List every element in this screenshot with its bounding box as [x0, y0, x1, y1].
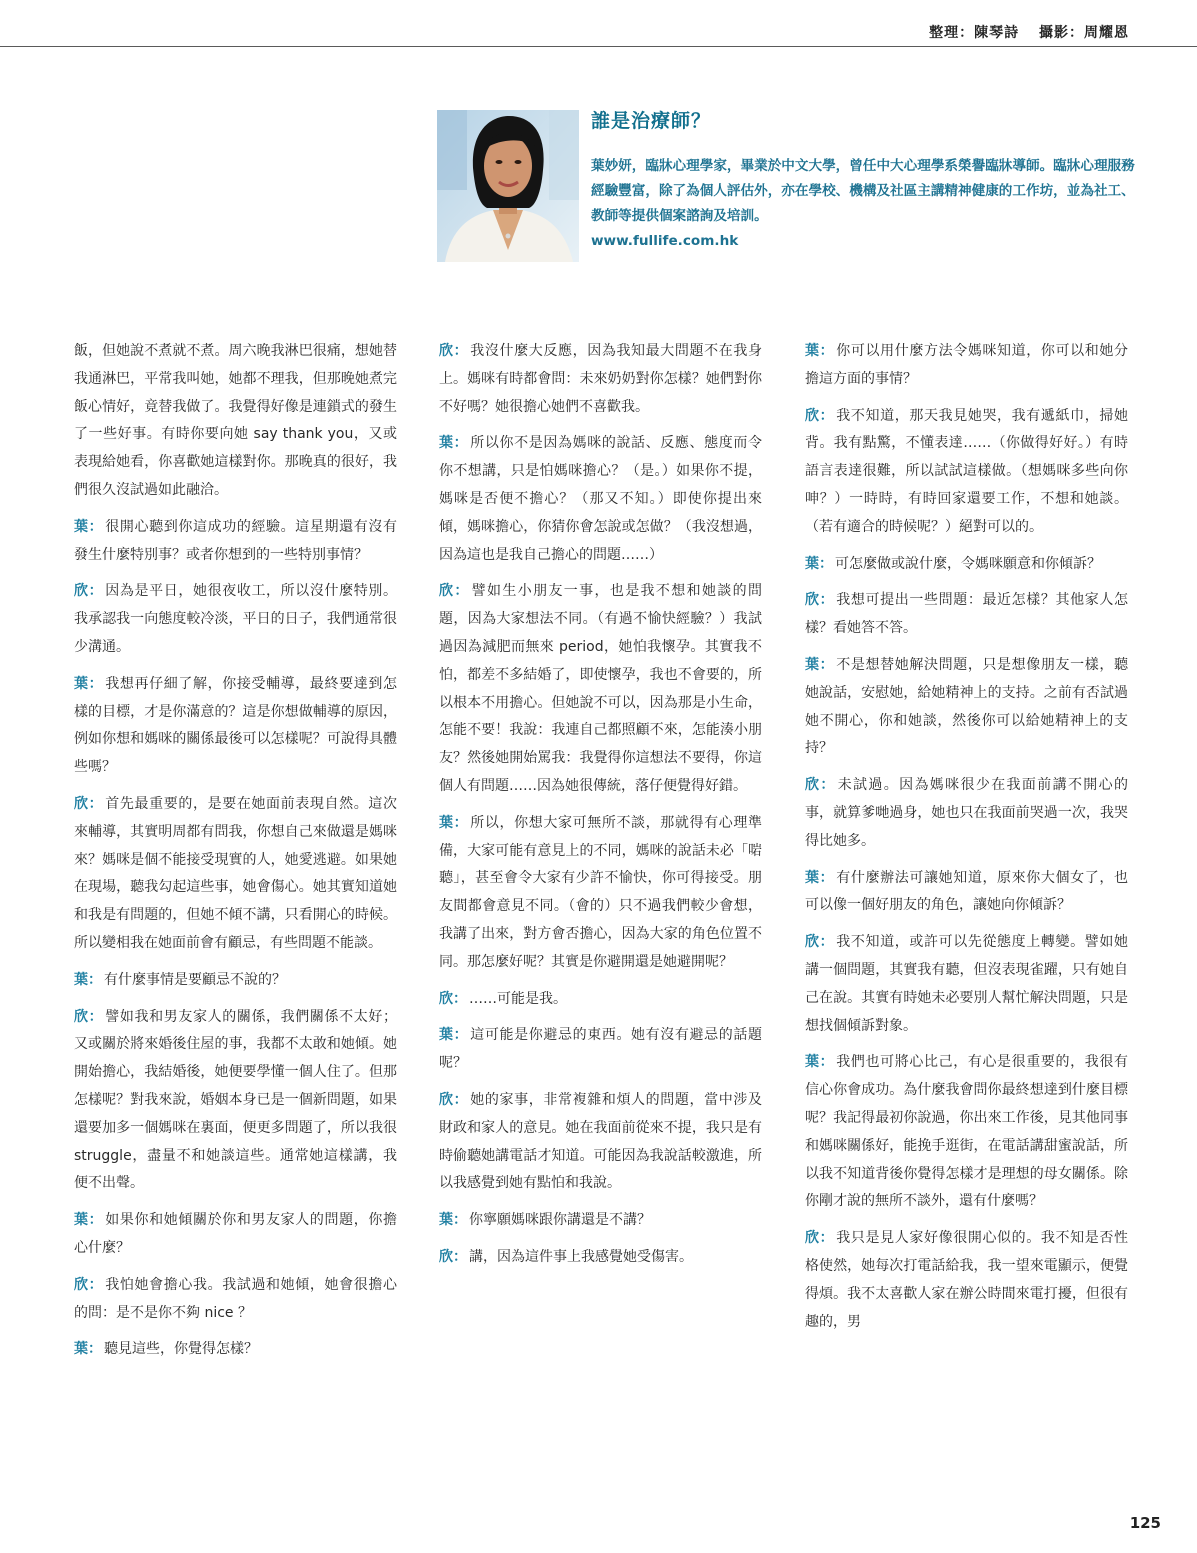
editor-credit: 整理：陳琴詩	[929, 25, 1020, 41]
paragraph-text: 你寧願媽咪跟你講還是不講？	[469, 1212, 651, 1229]
paragraph	[805, 772, 1128, 855]
profile-url: www.fullife.com.hk	[591, 233, 739, 249]
paragraph	[439, 986, 762, 1014]
paragraph	[805, 551, 1128, 579]
paragraph-text: 我不知道，那天我見她哭，我有遞紙巾，掃她背。我有點驚，不懂表達……（你做得好好。）有時語言表達很難，所以試試這樣做。（想媽咪多些向你呻？）一時時，有時回家還要工作，不想和她談。（若有適合的時候呢？）絕對可以的。	[805, 407, 1129, 535]
speaker-label: 葉：	[74, 518, 104, 535]
paragraph-text: 有什麼辦法可讓她知道，原來你大個女了，也可以像一個好朋友的角色，讓她向你傾訴？	[805, 869, 1129, 914]
speaker-label: 欣：	[74, 1276, 104, 1293]
paragraph-text: 飯，但她說不煮就不煮。周六晚我淋巴很痛，想她替我通淋巴，平常我叫她，她都不理我，但那晚她煮完飯心情好，竟替我做了。我覺得好像是連鎖式的發生了一些好事。有時你要向她 say thank you，又或表現給她看，你喜歡她這樣對你。那晚真的很好，我們很久沒試過如此融洽。	[74, 343, 397, 498]
paragraph-text: 譬如我和男友家人的關係，我們關係不太好；又或關於將來婚後住屋的事，我都不太敢和她傾。她開始擔心，我結婚後，她便要學懂一個人住了。但那怎樣呢？對我來說，婚姻本身已是一個新問題，如果還要加多一個媽咪在裏面，便更多問題了，所以我很 struggle，盡量不和她談這些。通常她這樣講，我便不出聲。	[74, 1008, 398, 1192]
paragraph-text: 所以，你想大家可無所不談，那就得有心理準備，大家可能有意見上的不同，媽咪的說話未必「啱聽」，甚至會令大家有少許不愉快，你可得接受。朋友間都會意見不同。（會的）只不過我們較少會想，我講了出來，對方會否擔心，因為大家的角色位置不同。那怎麼好呢？其實是你避開還是她避開呢？	[439, 814, 763, 970]
article-column-3	[805, 338, 1128, 1345]
paragraph	[74, 338, 397, 505]
speaker-label: 欣：	[805, 777, 836, 794]
speaker-label: 葉：	[805, 1054, 835, 1071]
speaker-label: 葉：	[805, 869, 835, 886]
speaker-label: 欣：	[439, 990, 467, 1007]
paragraph-text: 譬如生小朋友一事，也是我不想和她談的問題，因為大家想法不同。（有過不愉快經驗？）我試過因為減肥而無來 period，她怕我懷孕。其實我不怕，都差不多結婚了，即使懷孕，我也不會要的，所以根本不用擔心。但她說不可以，因為那是小生命，怎能不要！我說：我連自己都照顧不來，怎能湊小朋友？然後她開始罵我：我覺得你這想法不要得，你這個人有問題……因為她很傳統，落仔便覺得好錯。	[439, 583, 763, 794]
profile-bio-block	[591, 154, 1136, 254]
speaker-label: 欣：	[439, 583, 470, 600]
page-number: 125	[1129, 1514, 1161, 1532]
speaker-label: 欣：	[805, 592, 835, 609]
speaker-label: 欣：	[805, 407, 835, 424]
article-column-1	[74, 338, 397, 1373]
paragraph-text: 因為是平日，她很夜收工，所以沒什麼特別。我承認我一向態度較冷淡，平日的日子，我們通常很少溝通。	[74, 583, 398, 655]
paragraph	[74, 671, 397, 782]
paragraph	[805, 403, 1128, 542]
paragraph	[74, 578, 397, 661]
photographer-credit: 攝影：周耀恩	[1039, 25, 1129, 41]
paragraph	[74, 967, 397, 995]
speaker-label: 葉：	[805, 555, 833, 572]
speaker-label: 葉：	[74, 1341, 102, 1358]
speaker-label: 欣：	[439, 1091, 469, 1108]
speaker-label: 葉：	[439, 435, 469, 452]
header-rule	[0, 46, 1197, 47]
speaker-label: 葉：	[74, 1212, 104, 1229]
paragraph	[805, 338, 1128, 394]
paragraph-text: 我想再仔細了解，你接受輔導，最終要達到怎樣的目標，才是你滿意的？這是你想做輔導的原因，例如你想和媽咪的關係最後可以怎樣呢？可說得具體些嗎？	[74, 675, 398, 776]
paragraph-text: 講，因為這件事上我感覺她受傷害。	[469, 1248, 693, 1265]
speaker-label: 欣：	[439, 343, 469, 359]
paragraph-text: 有什麼事情是要顧忌不說的？	[104, 971, 286, 988]
paragraph-text: 我沒什麼大反應，因為我知最大問題不在我身上。媽咪有時都會問：未來奶奶對你怎樣？她們對你不好嗎？她很擔心她們不喜歡我。	[439, 343, 763, 415]
paragraph	[805, 865, 1128, 921]
speaker-label: 葉：	[74, 971, 102, 988]
paragraph	[805, 587, 1128, 643]
speaker-label: 欣：	[74, 795, 104, 812]
paragraph	[439, 1087, 762, 1198]
paragraph	[805, 929, 1128, 1040]
paragraph-text: 我怕她會擔心我。我試過和她傾，她會很擔心的問：是不是你不夠 nice ？	[74, 1276, 398, 1321]
paragraph-text: ……可能是我。	[469, 990, 567, 1007]
paragraph-text: 她的家事，非常複雜和煩人的問題，當中涉及財政和家人的意見。她在我面前從來不提，我只是有時偷聽她講電話才知道。可能因為我說話較激進，所以我感覺到她有點怕和我說。	[439, 1091, 763, 1192]
paragraph-text: 我只是見人家好像很開心似的。我不知是否性格使然，她每次打電話給我，我一望來電顯示，便覺得煩。我不太喜歡人家在辦公時間來電打擾，但很有趣的，男	[805, 1230, 1129, 1330]
paragraph-text: 首先最重要的，是要在她面前表現自然。這次來輔導，其實明周都有問我，你想自己來做還是媽咪來？媽咪是個不能接受現實的人，她愛逃避。如果她在現場，聽我勾起這些事，她會傷心。她其實知道她和我是有問題的，但她不傾不講，只看開心的時候。所以變相我在她面前會有顧忌，有些問題不能談。	[74, 795, 398, 951]
paragraph-text: 所以你不是因為媽咪的說話、反應、態度而令你不想講，只是怕媽咪擔心？（是。）如果你不提，媽咪是否便不擔心？（那又不知。）即使你提出來傾，媽咪擔心，你猜你會怎說或怎做？（我沒想過，因為這也是我自己擔心的問題……）	[439, 435, 763, 563]
speaker-label: 葉：	[805, 656, 835, 673]
paragraph	[439, 338, 762, 421]
paragraph	[439, 430, 762, 569]
paragraph	[74, 1336, 397, 1364]
credits	[929, 22, 1129, 42]
paragraph	[74, 1207, 397, 1263]
paragraph	[74, 1004, 397, 1199]
speaker-label: 葉：	[439, 814, 469, 831]
paragraph	[439, 578, 762, 800]
paragraph	[74, 1272, 397, 1328]
speaker-label: 葉：	[805, 343, 835, 359]
paragraph-text: 我想可提出一些問題：最近怎樣？其他家人怎樣？看她答不答。	[805, 592, 1129, 637]
paragraph	[439, 1207, 762, 1235]
paragraph-text: 很開心聽到你這成功的經驗。這星期還有沒有發生什麼特別事？或者你想到的一些特別事情？	[74, 518, 398, 563]
speaker-label: 欣：	[805, 934, 835, 951]
speaker-label: 欣：	[74, 583, 104, 600]
paragraph-text: 我不知道，或許可以先從態度上轉變。譬如她講一個問題，其實我有聽，但沒表現雀躍，只有她自己在說。其實有時她未必要別人幫忙解決問題，只是想找個傾訴對象。	[805, 934, 1129, 1034]
paragraph-text: 這可能是你避忌的東西。她有沒有避忌的話題呢？	[439, 1027, 763, 1072]
therapist-photo	[437, 110, 579, 262]
speaker-label: 欣：	[805, 1230, 835, 1247]
paragraph-text: 聽見這些，你覺得怎樣？	[104, 1341, 258, 1358]
paragraph-text: 不是想替她解決問題，只是想像朋友一樣，聽她說話，安慰她，給她精神上的支持。之前有否試過她不開心，你和她談，然後你可以給她精神上的支持？	[805, 656, 1129, 757]
paragraph	[805, 1049, 1128, 1216]
portrait-icon	[437, 110, 579, 262]
paragraph-text: 我們也可將心比己，有心是很重要的，我很有信心你會成功。為什麼我會問你最終想達到什麼目標呢？我記得最初你說過，你出來工作後，見其他同事和媽咪關係好，能挽手逛街，在電話講甜蜜說話，所以我不知道背後你覺得怎樣才是理想的母女關係。除你剛才說的無所不談外，還有什麼嗎？	[805, 1054, 1129, 1210]
speaker-label: 葉：	[439, 1212, 467, 1229]
profile-title: 誰是治療師？	[591, 110, 712, 132]
speaker-label: 葉：	[74, 675, 104, 692]
speaker-label: 葉：	[439, 1027, 469, 1044]
paragraph-text: 如果你和她傾關於你和男友家人的問題，你擔心什麼？	[74, 1212, 398, 1256]
paragraph-text: 未試過。因為媽咪很少在我面前講不開心的事，就算爹哋過身，她也只在我面前哭過一次，我哭得比她多。	[805, 777, 1129, 849]
paragraph-text: 你可以用什麼方法令媽咪知道，你可以和她分擔這方面的事情？	[805, 343, 1129, 387]
paragraph	[74, 791, 397, 958]
speaker-label: 欣：	[439, 1248, 467, 1265]
paragraph	[439, 1022, 762, 1078]
paragraph	[439, 810, 762, 977]
paragraph	[74, 514, 397, 570]
paragraph	[805, 652, 1128, 763]
article-column-2	[439, 338, 762, 1281]
speaker-label: 欣：	[74, 1008, 104, 1025]
paragraph	[439, 1244, 762, 1272]
profile-bio: 葉妙妍，臨牀心理學家，畢業於中文大學，曾任中大心理學系榮譽臨牀導師。臨牀心理服務經驗豐富，除了為個人評估外，亦在學校、機構及社區主講精神健康的工作坊，並為社工、教師等提供個案諮詢及培訓。	[591, 158, 1135, 224]
paragraph-text: 可怎麼做或說什麼，令媽咪願意和你傾訴？	[835, 555, 1101, 572]
paragraph	[805, 1225, 1128, 1336]
